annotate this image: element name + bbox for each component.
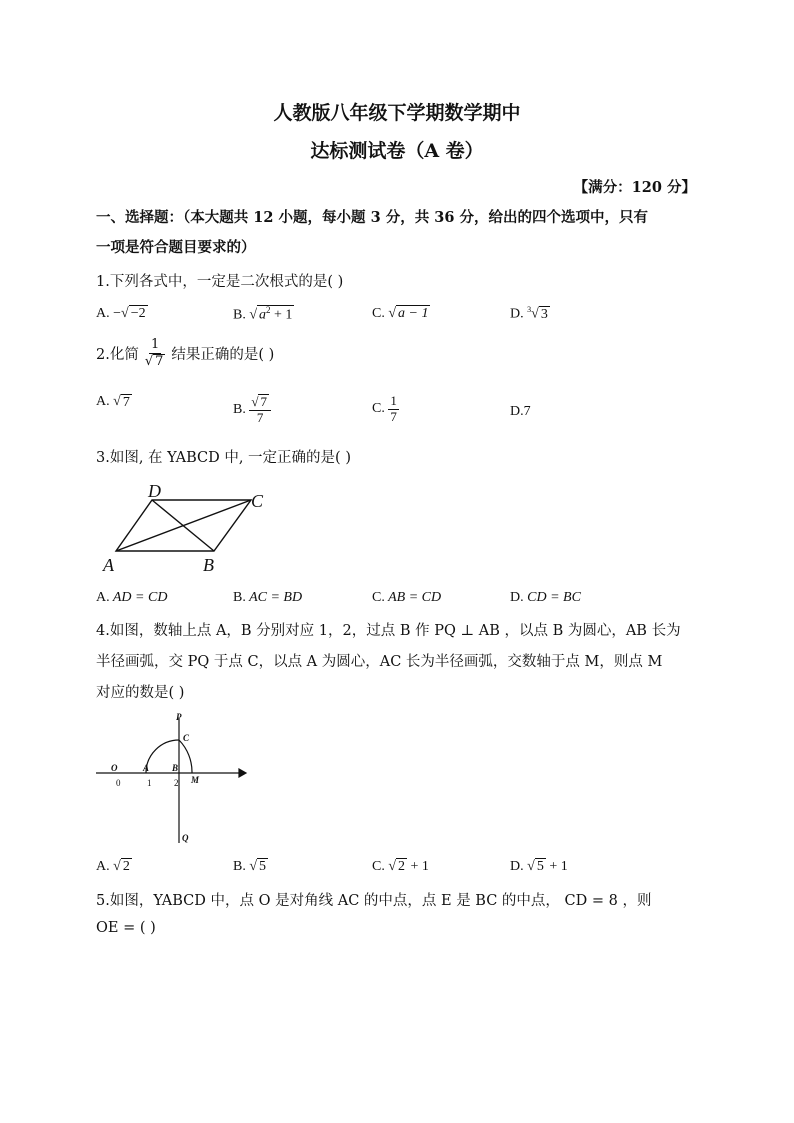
question-5-line2: OE = ( ) [96, 920, 156, 936]
q4-option-c: C. √ 2 + 1 [372, 859, 429, 874]
label-c: C [251, 491, 264, 511]
tick-1: 1 [147, 778, 152, 788]
section-heading-cont: 一项是符合题目要求的） [96, 239, 256, 256]
question-2-stem: 2.化简 $\frac{1}{√ 7}$ 结果正确的是( ) [96, 337, 275, 369]
q3-option-c: C. AB = CD [372, 590, 442, 605]
q1-option-c: C. √ a − 1 [372, 306, 429, 321]
question-4-line2: 半径画弧，交 PQ 于点 C，以点 A 为圆心，AC 长为半径画弧，交数轴于点 M，则点 M [96, 654, 663, 670]
diagonal-bd [152, 500, 214, 551]
label-o: O [111, 763, 118, 773]
label-p: P [176, 712, 182, 722]
section-heading: 一、选择题：（本大题共 12 小题，每小题 3 分，共 36 分，给出的四个选项中，只有 [96, 209, 648, 226]
tick-2: 2 [174, 778, 179, 788]
label-b: B [172, 763, 179, 773]
question-4-line1: 4.如图，数轴上点 A，B 分别对应 1，2，过点 B 作 PQ ⊥ AB ，以点 B 为圆心，AB 长为 [96, 623, 681, 639]
question-1-stem: 1.下列各式中，一定是二次根式的是( ) [96, 274, 344, 290]
q2-option-a: A. √ 7 [96, 394, 130, 410]
label-a: A [143, 763, 150, 773]
q4-option-b: B. √ 5 [233, 859, 267, 874]
q2-option-d: D.7 [510, 404, 531, 419]
q3-option-d: D. CD = BC [510, 590, 581, 605]
label-m: M [191, 775, 200, 785]
q1-option-b: B. √ $a^2 + 1$ [233, 305, 293, 323]
q1-option-d: D. $^3$√ 3 [510, 305, 548, 322]
parallelogram-figure [96, 478, 286, 578]
q2-option-c: C. $\frac{1}{7}$ [372, 393, 397, 424]
q1-option-a: A. −√ −2 [96, 306, 146, 321]
number-line-figure [96, 710, 256, 850]
q4-option-a: A. √ 2 [96, 859, 130, 874]
number-line-arrow [239, 769, 246, 777]
page-subtitle: 达标测试卷（A 卷） [310, 140, 484, 162]
q3-option-b: B. AC = BD [233, 590, 303, 605]
question-3-stem: 3.如图, 在 YABCD 中, 一定正确的是( ) [96, 450, 351, 466]
label-d: D [148, 481, 161, 501]
q2-option-b: B. $\frac{√ 7}{7}$ [233, 394, 271, 426]
page-title: 人教版八年级下学期数学期中 [273, 102, 521, 124]
tick-0: 0 [116, 778, 121, 788]
q4-option-d: D. √ 5 + 1 [510, 859, 568, 874]
question-5-line1: 5.如图，YABCD 中，点 O 是对角线 AC 的中点，点 E 是 BC 的中点， CD = 8 ，则 [96, 893, 652, 909]
label-q: Q [182, 833, 189, 843]
q3-option-a: A. AD = CD [96, 590, 168, 605]
label-a: A [103, 555, 114, 575]
full-score: 【满分：120 分】 [573, 179, 696, 196]
label-c: C [183, 733, 190, 743]
arc-from-a [179, 740, 192, 773]
label-b: B [203, 555, 214, 575]
question-4-line3: 对应的数是( ) [96, 685, 185, 701]
